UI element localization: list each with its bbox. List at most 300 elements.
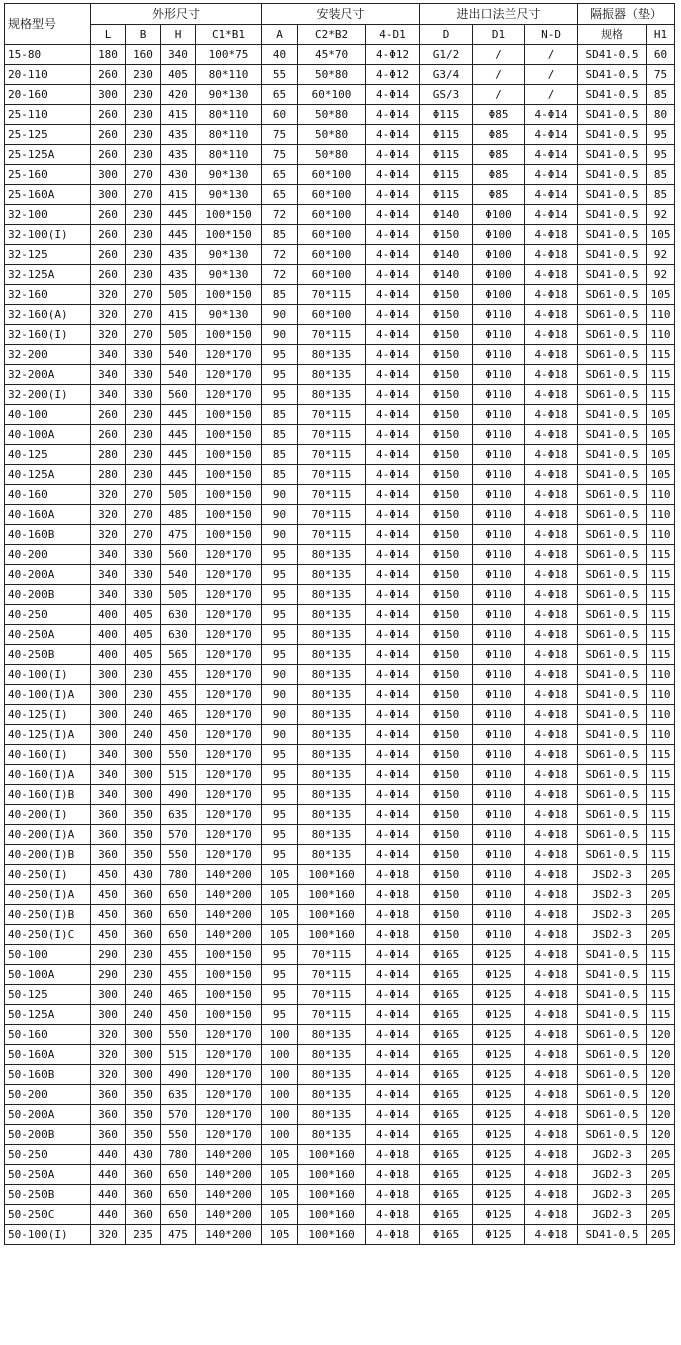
cell-4-D1: 4-Φ14 (366, 325, 420, 345)
cell-D1: Φ110 (473, 545, 525, 565)
cell-L: 280 (91, 465, 126, 485)
cell-C1B1: 140*200 (196, 925, 262, 945)
cell-D1: Φ125 (473, 1085, 525, 1105)
cell-N-D: 4-Φ14 (525, 165, 578, 185)
cell-H: 550 (161, 845, 196, 865)
cell-C2B2: 70*115 (298, 425, 366, 445)
cell-C2B2: 80*135 (298, 605, 366, 625)
cell-model: 40-100(I) (5, 665, 91, 685)
col-header-H: H (161, 25, 196, 45)
cell-D: Φ150 (420, 585, 473, 605)
table-row (5, 225, 675, 245)
cell-D1: Φ125 (473, 985, 525, 1005)
table-row (5, 105, 675, 125)
cell-H1: 120 (647, 1065, 675, 1085)
col-header-L: L (91, 25, 126, 45)
cell-4-D1: 4-Φ14 (366, 165, 420, 185)
cell-C2B2: 80*135 (298, 1065, 366, 1085)
cell-C1B1: 100*150 (196, 465, 262, 485)
cell-D: Φ165 (420, 1005, 473, 1025)
cell-4-D1: 4-Φ14 (366, 185, 420, 205)
cell-model: 32-160(A) (5, 305, 91, 325)
cell-B: 240 (126, 705, 161, 725)
cell-C1B1: 140*200 (196, 885, 262, 905)
cell-L: 360 (91, 1085, 126, 1105)
cell-L: 340 (91, 545, 126, 565)
cell-B: 230 (126, 145, 161, 165)
cell-B: 230 (126, 105, 161, 125)
cell-H1: 205 (647, 1205, 675, 1225)
cell-4-D1: 4-Φ14 (366, 985, 420, 1005)
cell-N-D: 4-Φ18 (525, 825, 578, 845)
table-row (5, 965, 675, 985)
cell-H: 450 (161, 1005, 196, 1025)
cell-D1: Φ125 (473, 1225, 525, 1245)
cell-A: 95 (262, 945, 298, 965)
cell-isolator-spec: SD61-0.5 (578, 1065, 647, 1085)
cell-D: Φ150 (420, 705, 473, 725)
cell-L: 260 (91, 65, 126, 85)
cell-B: 230 (126, 405, 161, 425)
table-row (5, 905, 675, 925)
cell-model: 25-160 (5, 165, 91, 185)
cell-H1: 205 (647, 905, 675, 925)
cell-N-D: 4-Φ18 (525, 625, 578, 645)
cell-4-D1: 4-Φ14 (366, 125, 420, 145)
cell-H1: 110 (647, 705, 675, 725)
cell-A: 105 (262, 1145, 298, 1165)
cell-isolator-spec: SD61-0.5 (578, 525, 647, 545)
cell-H: 475 (161, 1225, 196, 1245)
cell-B: 300 (126, 1065, 161, 1085)
cell-isolator-spec: SD41-0.5 (578, 225, 647, 245)
cell-D1: Φ110 (473, 445, 525, 465)
cell-C2B2: 80*135 (298, 745, 366, 765)
cell-N-D: 4-Φ18 (525, 665, 578, 685)
cell-C1B1: 140*200 (196, 1205, 262, 1225)
cell-D: Φ150 (420, 445, 473, 465)
cell-C2B2: 60*100 (298, 85, 366, 105)
cell-H1: 92 (647, 245, 675, 265)
cell-C1B1: 100*150 (196, 1005, 262, 1025)
cell-isolator-spec: JGD2-3 (578, 1145, 647, 1165)
cell-D: Φ150 (420, 645, 473, 665)
cell-C1B1: 90*130 (196, 245, 262, 265)
cell-H: 630 (161, 625, 196, 645)
cell-D: Φ150 (420, 505, 473, 525)
cell-A: 100 (262, 1125, 298, 1145)
cell-B: 350 (126, 845, 161, 865)
cell-C1B1: 120*170 (196, 1025, 262, 1045)
cell-L: 340 (91, 745, 126, 765)
cell-C2B2: 80*135 (298, 1125, 366, 1145)
cell-4-D1: 4-Φ14 (366, 425, 420, 445)
table-row (5, 505, 675, 525)
table-row (5, 645, 675, 665)
cell-H: 780 (161, 865, 196, 885)
cell-C1B1: 120*170 (196, 705, 262, 725)
cell-A: 95 (262, 345, 298, 365)
cell-L: 260 (91, 105, 126, 125)
cell-H: 560 (161, 545, 196, 565)
cell-H: 560 (161, 385, 196, 405)
cell-isolator-spec: SD61-0.5 (578, 285, 647, 305)
cell-model: 25-125A (5, 145, 91, 165)
cell-N-D: 4-Φ18 (525, 245, 578, 265)
cell-L: 260 (91, 265, 126, 285)
cell-model: 32-125A (5, 265, 91, 285)
cell-C2B2: 100*160 (298, 1165, 366, 1185)
cell-C1B1: 120*170 (196, 545, 262, 565)
cell-D1: Φ125 (473, 1005, 525, 1025)
cell-model: 50-160A (5, 1045, 91, 1065)
cell-H1: 85 (647, 165, 675, 185)
cell-4-D1: 4-Φ14 (366, 445, 420, 465)
cell-D: Φ150 (420, 865, 473, 885)
cell-B: 330 (126, 365, 161, 385)
cell-H: 550 (161, 1025, 196, 1045)
cell-isolator-spec: JGD2-3 (578, 1185, 647, 1205)
cell-D: Φ150 (420, 225, 473, 245)
cell-isolator-spec: SD61-0.5 (578, 1025, 647, 1045)
cell-L: 360 (91, 1105, 126, 1125)
cell-C1B1: 120*170 (196, 1105, 262, 1125)
cell-D1: Φ125 (473, 1205, 525, 1225)
cell-isolator-spec: JSD2-3 (578, 925, 647, 945)
cell-D1: Φ110 (473, 885, 525, 905)
cell-N-D: 4-Φ18 (525, 985, 578, 1005)
cell-model: 40-100 (5, 405, 91, 425)
cell-H: 540 (161, 365, 196, 385)
cell-B: 230 (126, 465, 161, 485)
cell-C1B1: 140*200 (196, 1145, 262, 1165)
cell-L: 320 (91, 305, 126, 325)
cell-H: 415 (161, 305, 196, 325)
cell-C2B2: 60*100 (298, 245, 366, 265)
col-header-D: D (420, 25, 473, 45)
cell-D: Φ150 (420, 845, 473, 865)
cell-model: 50-160B (5, 1065, 91, 1085)
cell-isolator-spec: SD61-0.5 (578, 325, 647, 345)
cell-A: 100 (262, 1105, 298, 1125)
cell-H1: 85 (647, 185, 675, 205)
cell-H1: 105 (647, 445, 675, 465)
cell-C1B1: 100*150 (196, 485, 262, 505)
cell-C2B2: 70*115 (298, 965, 366, 985)
table-row (5, 1225, 675, 1245)
cell-C2B2: 100*160 (298, 905, 366, 925)
cell-isolator-spec: SD61-0.5 (578, 345, 647, 365)
cell-D: Φ115 (420, 185, 473, 205)
cell-D: Φ150 (420, 405, 473, 425)
cell-A: 72 (262, 265, 298, 285)
cell-B: 300 (126, 785, 161, 805)
table-row (5, 385, 675, 405)
cell-A: 90 (262, 305, 298, 325)
cell-B: 160 (126, 45, 161, 65)
cell-C2B2: 100*160 (298, 885, 366, 905)
cell-B: 300 (126, 765, 161, 785)
cell-4-D1: 4-Φ14 (366, 565, 420, 585)
cell-H: 465 (161, 985, 196, 1005)
cell-L: 440 (91, 1205, 126, 1225)
cell-D: Φ140 (420, 245, 473, 265)
cell-H: 445 (161, 445, 196, 465)
cell-isolator-spec: SD61-0.5 (578, 1105, 647, 1125)
cell-isolator-spec: SD41-0.5 (578, 965, 647, 985)
cell-model: 40-160(I)B (5, 785, 91, 805)
cell-L: 260 (91, 405, 126, 425)
cell-D: Φ150 (420, 345, 473, 365)
col-header-D1: D1 (473, 25, 525, 45)
cell-D: Φ150 (420, 665, 473, 685)
cell-C2B2: 70*115 (298, 985, 366, 1005)
cell-D1: Φ110 (473, 865, 525, 885)
table-row (5, 565, 675, 585)
cell-N-D: 4-Φ14 (525, 145, 578, 165)
cell-D: Φ150 (420, 785, 473, 805)
cell-C1B1: 120*170 (196, 1045, 262, 1065)
cell-A: 95 (262, 785, 298, 805)
cell-C1B1: 90*130 (196, 305, 262, 325)
cell-H: 650 (161, 1165, 196, 1185)
cell-A: 90 (262, 485, 298, 505)
cell-model: 40-200(I)A (5, 825, 91, 845)
cell-C2B2: 50*80 (298, 65, 366, 85)
cell-4-D1: 4-Φ14 (366, 585, 420, 605)
flange-dimensions-header: 进出口法兰尺寸 (420, 4, 578, 25)
cell-H: 475 (161, 525, 196, 545)
cell-4-D1: 4-Φ14 (366, 765, 420, 785)
cell-D: Φ165 (420, 1105, 473, 1125)
cell-C2B2: 80*135 (298, 1105, 366, 1125)
cell-N-D: 4-Φ18 (525, 845, 578, 865)
cell-C1B1: 100*150 (196, 425, 262, 445)
cell-isolator-spec: SD61-0.5 (578, 805, 647, 825)
cell-C1B1: 100*150 (196, 985, 262, 1005)
cell-4-D1: 4-Φ14 (366, 1045, 420, 1065)
cell-C2B2: 80*135 (298, 825, 366, 845)
cell-isolator-spec: SD41-0.5 (578, 1225, 647, 1245)
cell-C2B2: 50*80 (298, 105, 366, 125)
cell-A: 95 (262, 625, 298, 645)
cell-A: 90 (262, 325, 298, 345)
cell-A: 95 (262, 805, 298, 825)
cell-isolator-spec: SD41-0.5 (578, 165, 647, 185)
cell-model: 40-250(I)B (5, 905, 91, 925)
cell-4-D1: 4-Φ14 (366, 505, 420, 525)
cell-isolator-spec: SD41-0.5 (578, 105, 647, 125)
cell-4-D1: 4-Φ14 (366, 845, 420, 865)
cell-D: Φ150 (420, 485, 473, 505)
cell-L: 440 (91, 1165, 126, 1185)
cell-model: 50-125A (5, 1005, 91, 1025)
cell-B: 230 (126, 85, 161, 105)
cell-N-D: / (525, 85, 578, 105)
cell-model: 40-100A (5, 425, 91, 445)
cell-model: 50-250C (5, 1205, 91, 1225)
cell-D1: Φ110 (473, 685, 525, 705)
cell-C2B2: 100*160 (298, 1185, 366, 1205)
cell-4-D1: 4-Φ12 (366, 65, 420, 85)
cell-D1: Φ100 (473, 205, 525, 225)
cell-D1: Φ100 (473, 265, 525, 285)
cell-B: 240 (126, 985, 161, 1005)
cell-C1B1: 140*200 (196, 865, 262, 885)
cell-C1B1: 120*170 (196, 625, 262, 645)
cell-C2B2: 80*135 (298, 345, 366, 365)
cell-isolator-spec: SD41-0.5 (578, 65, 647, 85)
cell-isolator-spec: SD41-0.5 (578, 405, 647, 425)
cell-B: 350 (126, 1105, 161, 1125)
cell-N-D: 4-Φ18 (525, 565, 578, 585)
cell-L: 260 (91, 225, 126, 245)
cell-N-D: 4-Φ18 (525, 445, 578, 465)
cell-D: Φ150 (420, 385, 473, 405)
cell-model: 40-160 (5, 485, 91, 505)
cell-C2B2: 80*135 (298, 645, 366, 665)
cell-B: 230 (126, 685, 161, 705)
cell-model: 20-160 (5, 85, 91, 105)
header-group-row (5, 4, 675, 25)
table-row (5, 485, 675, 505)
cell-B: 230 (126, 65, 161, 85)
cell-N-D: 4-Φ18 (525, 765, 578, 785)
cell-B: 230 (126, 245, 161, 265)
cell-isolator-spec: SD41-0.5 (578, 205, 647, 225)
cell-D: Φ165 (420, 1165, 473, 1185)
cell-D1: Φ100 (473, 225, 525, 245)
cell-L: 360 (91, 845, 126, 865)
table-row (5, 285, 675, 305)
cell-A: 105 (262, 865, 298, 885)
cell-C1B1: 90*130 (196, 185, 262, 205)
cell-H: 490 (161, 785, 196, 805)
cell-B: 270 (126, 165, 161, 185)
cell-B: 230 (126, 225, 161, 245)
cell-H1: 205 (647, 885, 675, 905)
table-row (5, 425, 675, 445)
cell-D1: Φ110 (473, 645, 525, 665)
cell-C2B2: 80*135 (298, 585, 366, 605)
cell-B: 330 (126, 565, 161, 585)
cell-H1: 105 (647, 405, 675, 425)
cell-H: 405 (161, 65, 196, 85)
cell-4-D1: 4-Φ14 (366, 405, 420, 425)
cell-C1B1: 120*170 (196, 645, 262, 665)
cell-N-D: 4-Φ18 (525, 1185, 578, 1205)
cell-4-D1: 4-Φ18 (366, 1225, 420, 1245)
cell-B: 350 (126, 825, 161, 845)
cell-4-D1: 4-Φ14 (366, 745, 420, 765)
cell-C2B2: 70*115 (298, 525, 366, 545)
cell-B: 360 (126, 1185, 161, 1205)
cell-C1B1: 100*150 (196, 405, 262, 425)
cell-L: 440 (91, 1185, 126, 1205)
cell-B: 300 (126, 1045, 161, 1065)
cell-D1: / (473, 45, 525, 65)
cell-N-D: 4-Φ18 (525, 725, 578, 745)
cell-A: 65 (262, 165, 298, 185)
cell-H: 650 (161, 1205, 196, 1225)
cell-isolator-spec: SD41-0.5 (578, 245, 647, 265)
cell-C1B1: 100*150 (196, 965, 262, 985)
cell-H: 565 (161, 645, 196, 665)
cell-C2B2: 60*100 (298, 225, 366, 245)
cell-D: Φ165 (420, 1225, 473, 1245)
cell-4-D1: 4-Φ14 (366, 1005, 420, 1025)
cell-A: 105 (262, 885, 298, 905)
cell-C2B2: 70*115 (298, 285, 366, 305)
cell-N-D: 4-Φ18 (525, 885, 578, 905)
cell-N-D: 4-Φ18 (525, 1085, 578, 1105)
cell-D: Φ150 (420, 685, 473, 705)
cell-H1: 115 (647, 645, 675, 665)
table-row (5, 785, 675, 805)
cell-D1: Φ85 (473, 125, 525, 145)
cell-B: 330 (126, 345, 161, 365)
cell-C2B2: 50*80 (298, 145, 366, 165)
cell-H: 430 (161, 165, 196, 185)
cell-C1B1: 120*170 (196, 805, 262, 825)
cell-L: 340 (91, 765, 126, 785)
cell-4-D1: 4-Φ14 (366, 385, 420, 405)
cell-D: Φ115 (420, 125, 473, 145)
col-header-4-D1: 4-D1 (366, 25, 420, 45)
table-row (5, 545, 675, 565)
cell-A: 95 (262, 965, 298, 985)
cell-B: 230 (126, 965, 161, 985)
cell-D: Φ150 (420, 605, 473, 625)
cell-H: 505 (161, 585, 196, 605)
cell-model: 40-160(I)A (5, 765, 91, 785)
col-header-B: B (126, 25, 161, 45)
cell-4-D1: 4-Φ14 (366, 825, 420, 845)
table-row (5, 1205, 675, 1225)
cell-H1: 115 (647, 745, 675, 765)
cell-H1: 205 (647, 865, 675, 885)
cell-D1: Φ85 (473, 185, 525, 205)
cell-H1: 115 (647, 985, 675, 1005)
spec-table-container (4, 3, 675, 1245)
cell-B: 360 (126, 1205, 161, 1225)
cell-D1: / (473, 85, 525, 105)
cell-C1B1: 100*150 (196, 325, 262, 345)
cell-H: 635 (161, 805, 196, 825)
cell-H: 485 (161, 505, 196, 525)
cell-A: 75 (262, 125, 298, 145)
cell-D1: Φ110 (473, 385, 525, 405)
cell-isolator-spec: SD61-0.5 (578, 1045, 647, 1065)
cell-B: 430 (126, 1145, 161, 1165)
cell-B: 230 (126, 425, 161, 445)
cell-N-D: 4-Φ18 (525, 1025, 578, 1045)
cell-4-D1: 4-Φ18 (366, 1185, 420, 1205)
table-row (5, 65, 675, 85)
cell-N-D: 4-Φ18 (525, 225, 578, 245)
cell-4-D1: 4-Φ14 (366, 485, 420, 505)
cell-H1: 120 (647, 1125, 675, 1145)
cell-H1: 110 (647, 485, 675, 505)
table-row (5, 145, 675, 165)
cell-N-D: 4-Φ18 (525, 1105, 578, 1125)
cell-4-D1: 4-Φ14 (366, 665, 420, 685)
cell-C1B1: 100*150 (196, 945, 262, 965)
cell-isolator-spec: SD61-0.5 (578, 765, 647, 785)
cell-D1: Φ85 (473, 105, 525, 125)
cell-C1B1: 80*110 (196, 125, 262, 145)
cell-D1: Φ125 (473, 1165, 525, 1185)
